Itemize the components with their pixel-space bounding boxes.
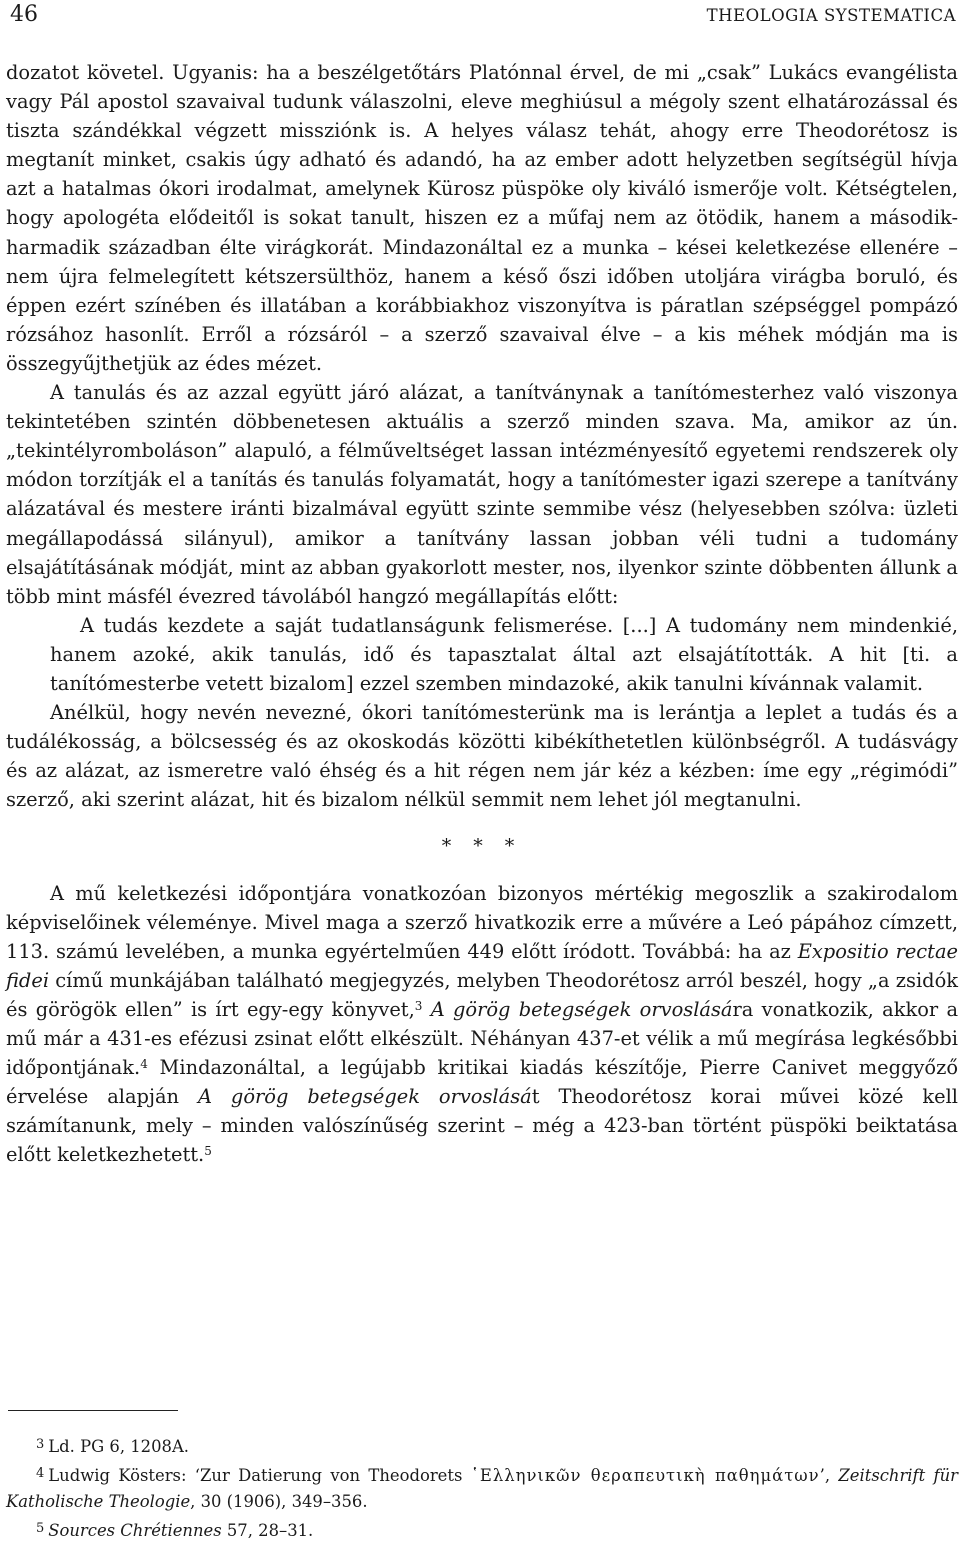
footnote-5 (6, 1516, 958, 1544)
paragraph-4-text-a: A mű keletkezési időpontjára vonatkozóan bizonyos mértékig megoszlik a szakirodalom képviselőinek véleménye. Mivel maga a szerző hivatkozik erre a művére a Leó pápához címzett, 113. számú levelében, a munka egyértelműen 449 előtt íródott. Továbbá: ha az (6, 882, 958, 963)
paragraph-3: Anélkül, hogy nevén nevezné, ókori tanítómesterünk ma is lerántja a leplet a tudás és a tudálékosság, a bölcsesség és az okoskodás közötti kibékíthetetlen különbségről. A tudásvágy és az alázat, az ismeretre való éhség és a hit régen nem jár kéz a kézben: íme egy „régimódi” szerző, aki szerint alázat, hit és bizalom nélkül semmit nem lehet jól megtanulni. (6, 698, 958, 814)
footnote-4-number: 4 (36, 1466, 44, 1481)
footnote-3-number: 3 (36, 1437, 44, 1452)
paragraph-1: dozatot követel. Ugyanis: ha a beszélgetőtárs Platónnal érvel, de mi „csak” Lukács evangélista vagy Pál apostol szavaival tudunk válaszolni, eleve meghiúsul a mégoly szent elhatározással és tiszta szándékkal végzett missziónk is. A helyes válasz tehát, ahogy erre Theodorétosz is megtanít minket, csakis úgy adható és adandó, ha az ember adott helyzetben segítségül hívja azt a hatalmas ókori irodalmat, amelynek Kürosz püspöke oly kiváló ismerője volt. Kétségtelen, hogy apologéta elődeitől is sokat tanult, hiszen ez a műfaj nem az ötödik, hanem a második-harmadik században élte virágkorát. Mindazonáltal ez a munka – kései keletkezése ellenére – nem újra felmelegített kétszersülthöz, hanem a késő őszi időben utoljára virágba boruló, és éppen ezért színében és illatában a korábbiakhoz viszonyítva is páratlan szépséggel pompázó rózsához hasonlít. Erről a rózsáról – a szerző szavaival élve – a kis méhek módján ma is összegyűjthetjük az édes mézet. (6, 58, 958, 378)
main-text (6, 58, 958, 1169)
paragraph-2: A tanulás és az azzal együtt járó alázat, a tanítványnak a tanítómesterhez való viszonya tekintetében szintén döbbenetesen aktuális a szerző minden szava. Ma, amikor az ún. „tekintélyromboláson” alapuló, a félműveltséget lassan intézményesítő egyetemi rendszerek oly módon torzítják el a tanítás és tanulás folyamatát, hogy a tanítómester igazi szerepe a tanítvány alázatával és mestere iránti bizalmával együtt szinte semmibe vész (helyesebben szólva: üzleti megállapodássá silányul), amikor a tanítvány lassan jobban véli tudni a tudomány elsajátításának módját, mint az abban gyakorlott mester, nos, ilyenkor szinte döbbenten állunk a több mint másfél évezred távolából hangzó megállapítás előtt: (6, 378, 958, 611)
title-gorog-betegsegek-1: A görög betegségek orvoslásá (422, 998, 732, 1021)
paragraph-4-text-c: ra vonatkozik, akkor a mű már a 431-es efézusi zsinat előtt elkészült. Néhányan 437-et vélik a mű megírása legkésőbbi időpontjának. (6, 998, 958, 1079)
footnote-4-text-a: Ludwig Kösters: ‘Zur Datierung von Theodorets (48, 1466, 470, 1485)
page-header (6, 0, 958, 44)
footnote-4-journal: Zeitschrift für Katholische Theologie (6, 1466, 958, 1512)
page (6, 0, 958, 44)
paragraph-4 (6, 879, 958, 1170)
block-quote: A tudás kezdete a saját tudatlanságunk felismerése. [...] A tudomány nem mindenkié, hanem azoké, akik tanulás, idő és tapasztalat által azt elsajátították. A hit [ti. a tanítómesterbe vetett bizalom] ezzel szemben mindazoké, akik tanulni kívánnak valamit. (50, 611, 958, 698)
footnote-5-number: 5 (36, 1521, 44, 1536)
footnote-ref-4[interactable]: 4 (140, 1057, 148, 1071)
footnote-5-text: 57, 28–31. (222, 1521, 314, 1540)
page-number: 46 (10, 2, 38, 27)
paragraph-4-text-d: Mindazonáltal, a legújabb kritikai kiadás készítője, Pierre Canivet meggyőző érvelése alapján (6, 1056, 958, 1108)
footnote-ref-3[interactable]: 3 (415, 999, 423, 1013)
footnote-5-title: Sources Chrétiennes (48, 1521, 221, 1540)
paragraph-4-text-e: t Theodorétosz korai művei közé kell számítanunk, mely – minden valószínűség szerint – még a 423-ban történt püspöki beiktatása előtt keletkezhetett. (6, 1085, 958, 1166)
footnote-3-text: Ld. PG 6, 1208A. (48, 1437, 189, 1456)
footnote-4 (6, 1461, 958, 1516)
running-head: THEOLOGIA SYSTEMATICA (707, 6, 956, 25)
footnote-4-text-b: ’, (820, 1466, 830, 1485)
footnote-ref-5[interactable]: 5 (204, 1144, 212, 1158)
footnote-rule (8, 1410, 178, 1411)
title-expositio: Expositio rectae fidei (6, 940, 958, 992)
paragraph-4-text-b: című munkájában található megjegyzés, melyben Theodorétosz arról beszél, hogy „a zsidók és görögök ellen” is írt egy-egy könyvet, (6, 969, 958, 1021)
footnote-3 (6, 1432, 958, 1461)
title-gorog-betegsegek-2: A görög betegségek orvoslásá (198, 1085, 532, 1108)
footnote-4-greek-title: ῾Ελληνικῶν θεραπευτικὴ παθημάτων (471, 1466, 820, 1485)
footnotes (6, 1432, 958, 1544)
section-divider: * * * (6, 832, 958, 861)
footnote-4-text-c: , 30 (1906), 349–356. (190, 1492, 367, 1511)
